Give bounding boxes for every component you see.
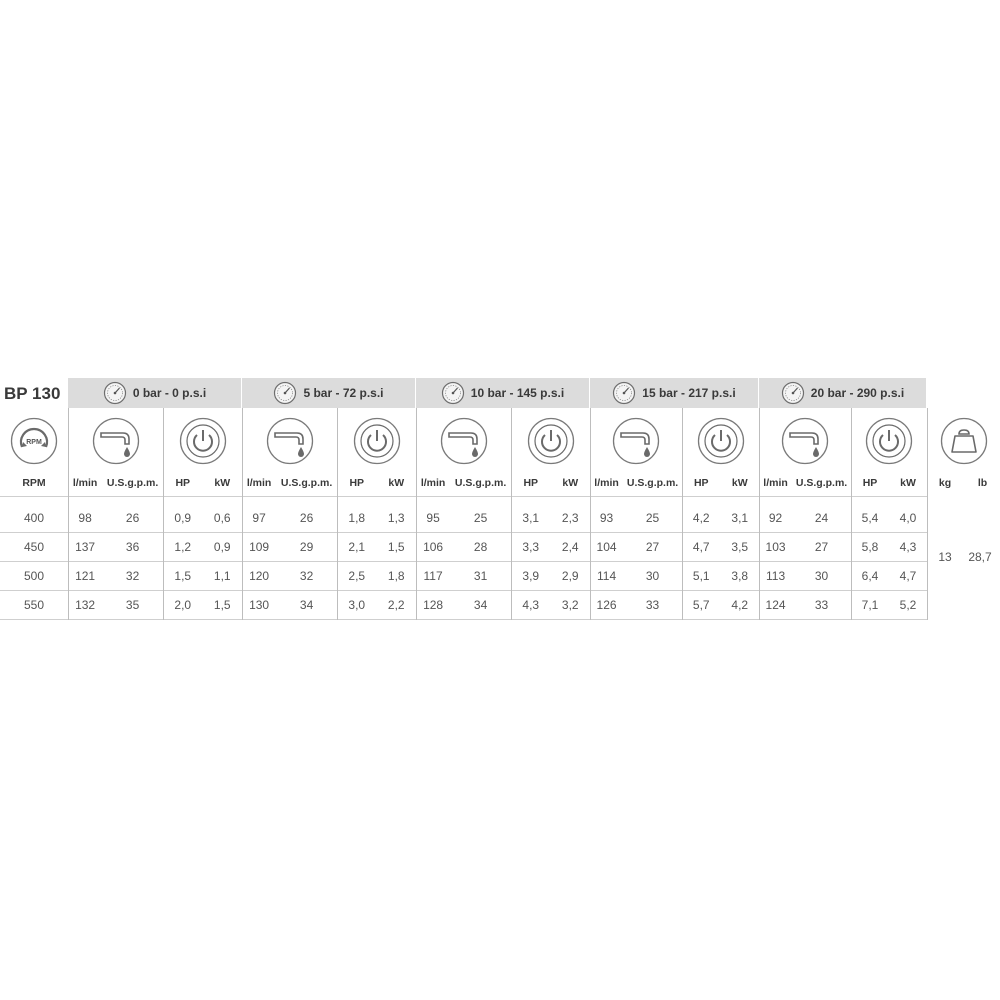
unit-hp: HP: [523, 477, 539, 489]
pressure-label: 15 bar - 217 p.s.i: [642, 386, 736, 400]
svg-text:RPM: RPM: [26, 439, 42, 446]
table-cell: 4,7: [899, 569, 917, 583]
unit-lmin: l/min: [420, 477, 446, 489]
pressure-header-0: [68, 378, 242, 408]
unit-kw: kW: [214, 477, 231, 489]
table-cell: 32: [299, 569, 314, 583]
table-cell: 4,7: [692, 540, 710, 554]
unit-lmin: l/min: [246, 477, 272, 489]
table-cell: 103: [765, 540, 786, 554]
table-cell: 3,8: [731, 569, 749, 583]
table-cell: 27: [814, 540, 829, 554]
pressure-gauge-icon: [612, 381, 636, 405]
unit-kw: kW: [731, 477, 748, 489]
table-cell: 3,1: [522, 511, 540, 525]
faucet-drop-icon: [265, 416, 315, 471]
table-cell: 25: [645, 511, 660, 525]
unit-kw: kW: [388, 477, 405, 489]
table-cell: 3,9: [522, 569, 540, 583]
table-cell: 1,8: [387, 569, 405, 583]
table-cell: 1,5: [174, 569, 192, 583]
table-cell: 106: [423, 540, 444, 554]
table-cell: 30: [645, 569, 660, 583]
unit-usgpm: U.S.g.p.m.: [795, 477, 848, 489]
unit-usgpm: U.S.g.p.m.: [454, 477, 507, 489]
pressure-gauge-icon: [781, 381, 805, 405]
table-cell: 124: [765, 598, 786, 612]
unit-kg: kg: [938, 477, 952, 489]
table-cell: 35: [125, 598, 140, 612]
table-cell: 5,2: [899, 598, 917, 612]
table-cell: 137: [75, 540, 96, 554]
table-cell: 113: [765, 569, 786, 583]
table-cell: 1,5: [387, 540, 405, 554]
faucet-drop-icon: [439, 416, 489, 471]
table-cell: 4,3: [899, 540, 917, 554]
table-cell: 30: [814, 569, 829, 583]
table-cell: 92: [768, 511, 783, 525]
power-icon: [178, 416, 228, 471]
table-cell: 5,7: [692, 598, 710, 612]
power-icon: [352, 416, 402, 471]
rpm-value: 400: [23, 511, 45, 525]
table-cell: 36: [125, 540, 140, 554]
table-cell: 32: [125, 569, 140, 583]
header-rule: [0, 496, 928, 497]
table-cell: 0,6: [213, 511, 231, 525]
column-divider: [927, 408, 928, 620]
table-cell: 27: [645, 540, 660, 554]
unit-usgpm: U.S.g.p.m.: [106, 477, 159, 489]
table-cell: 1,8: [348, 511, 366, 525]
unit-usgpm: U.S.g.p.m.: [626, 477, 679, 489]
table-cell: 114: [596, 569, 617, 583]
table-cell: 26: [125, 511, 140, 525]
table-cell: 5,1: [692, 569, 710, 583]
table-cell: 28: [473, 540, 488, 554]
table-cell: 3,1: [731, 511, 749, 525]
table-cell: 3,2: [561, 598, 579, 612]
unit-kw: kW: [562, 477, 579, 489]
table-cell: 6,4: [861, 569, 879, 583]
table-cell: 3,3: [522, 540, 540, 554]
table-cell: 104: [596, 540, 617, 554]
table-cell: 2,4: [561, 540, 579, 554]
pressure-gauge-icon: [273, 381, 297, 405]
table-cell: 2,5: [348, 569, 366, 583]
table-cell: 121: [75, 569, 96, 583]
weight-kg: 13: [938, 550, 952, 564]
table-cell: 31: [473, 569, 488, 583]
table-cell: 7,1: [861, 598, 879, 612]
table-cell: 34: [299, 598, 314, 612]
table-cell: 2,3: [561, 511, 579, 525]
table-cell: 0,9: [213, 540, 231, 554]
weight-icon: [939, 416, 989, 471]
pressure-gauge-icon: [103, 381, 127, 405]
rpm-gauge-icon: [9, 416, 59, 471]
table-cell: 25: [473, 511, 488, 525]
unit-lb: lb: [977, 477, 988, 489]
unit-usgpm: U.S.g.p.m.: [280, 477, 333, 489]
table-cell: 2,2: [387, 598, 405, 612]
weight-lb: 28,7: [968, 550, 992, 564]
table-cell: 109: [249, 540, 270, 554]
table-cell: 128: [423, 598, 444, 612]
unit-hp: HP: [693, 477, 709, 489]
unit-kw: kW: [900, 477, 916, 489]
table-cell: 24: [814, 511, 829, 525]
power-icon: [696, 416, 746, 471]
table-cell: 4,2: [692, 511, 710, 525]
pressure-label: 20 bar - 290 p.s.i: [810, 386, 905, 400]
table-cell: 1,1: [213, 569, 231, 583]
table-cell: 33: [645, 598, 660, 612]
pressure-label: 5 bar - 72 p.s.i: [303, 386, 384, 400]
faucet-drop-icon: [611, 416, 661, 471]
table-cell: 29: [299, 540, 314, 554]
table-cell: 2,0: [174, 598, 192, 612]
power-icon: [526, 416, 576, 471]
table-cell: 120: [249, 569, 270, 583]
power-icon: [864, 416, 914, 471]
unit-rpm: RPM: [22, 477, 46, 489]
table-cell: 5,8: [861, 540, 879, 554]
table-cell: 117: [423, 569, 443, 583]
table-cell: 3,5: [731, 540, 749, 554]
unit-lmin: l/min: [763, 477, 788, 489]
table-cell: 98: [78, 511, 92, 525]
table-cell: 33: [814, 598, 829, 612]
faucet-drop-icon: [91, 416, 141, 471]
table-cell: 34: [473, 598, 488, 612]
table-cell: 126: [596, 598, 617, 612]
row-rule: [0, 619, 928, 620]
table-cell: 3,0: [348, 598, 366, 612]
pressure-header-2: [416, 378, 590, 408]
table-cell: 132: [75, 598, 96, 612]
table-cell: 2,9: [561, 569, 579, 583]
pressure-label: 0 bar - 0 p.s.i: [132, 386, 207, 400]
table-cell: 2,1: [348, 540, 366, 554]
unit-hp: HP: [175, 477, 191, 489]
table-cell: 130: [249, 598, 270, 612]
table-cell: 5,4: [861, 511, 879, 525]
row-rule: [0, 532, 928, 533]
rpm-value: 550: [23, 598, 45, 612]
pressure-gauge-icon: [441, 381, 465, 405]
faucet-drop-icon: [780, 416, 830, 471]
pressure-header-3: [590, 378, 759, 408]
table-cell: 26: [299, 511, 314, 525]
unit-hp: HP: [349, 477, 365, 489]
table-cell: 0,9: [174, 511, 192, 525]
model-name: BP 130: [4, 384, 61, 403]
unit-lmin: l/min: [594, 477, 619, 489]
table-cell: 4,3: [522, 598, 540, 612]
table-cell: 1,5: [213, 598, 231, 612]
unit-hp: HP: [862, 477, 878, 489]
table-cell: 1,3: [387, 511, 405, 525]
table-cell: 97: [252, 511, 266, 525]
rpm-value: 450: [23, 540, 45, 554]
row-rule: [0, 561, 928, 562]
table-cell: 1,2: [174, 540, 192, 554]
row-rule: [0, 590, 928, 591]
pressure-header-4: [759, 378, 927, 408]
table-cell: 95: [426, 511, 440, 525]
unit-lmin: l/min: [72, 477, 98, 489]
pressure-label: 10 bar - 145 p.s.i: [470, 386, 565, 400]
rpm-value: 500: [23, 569, 45, 583]
table-cell: 93: [599, 511, 614, 525]
pressure-header-1: [242, 378, 416, 408]
table-cell: 4,2: [731, 598, 749, 612]
table-cell: 4,0: [899, 511, 917, 525]
